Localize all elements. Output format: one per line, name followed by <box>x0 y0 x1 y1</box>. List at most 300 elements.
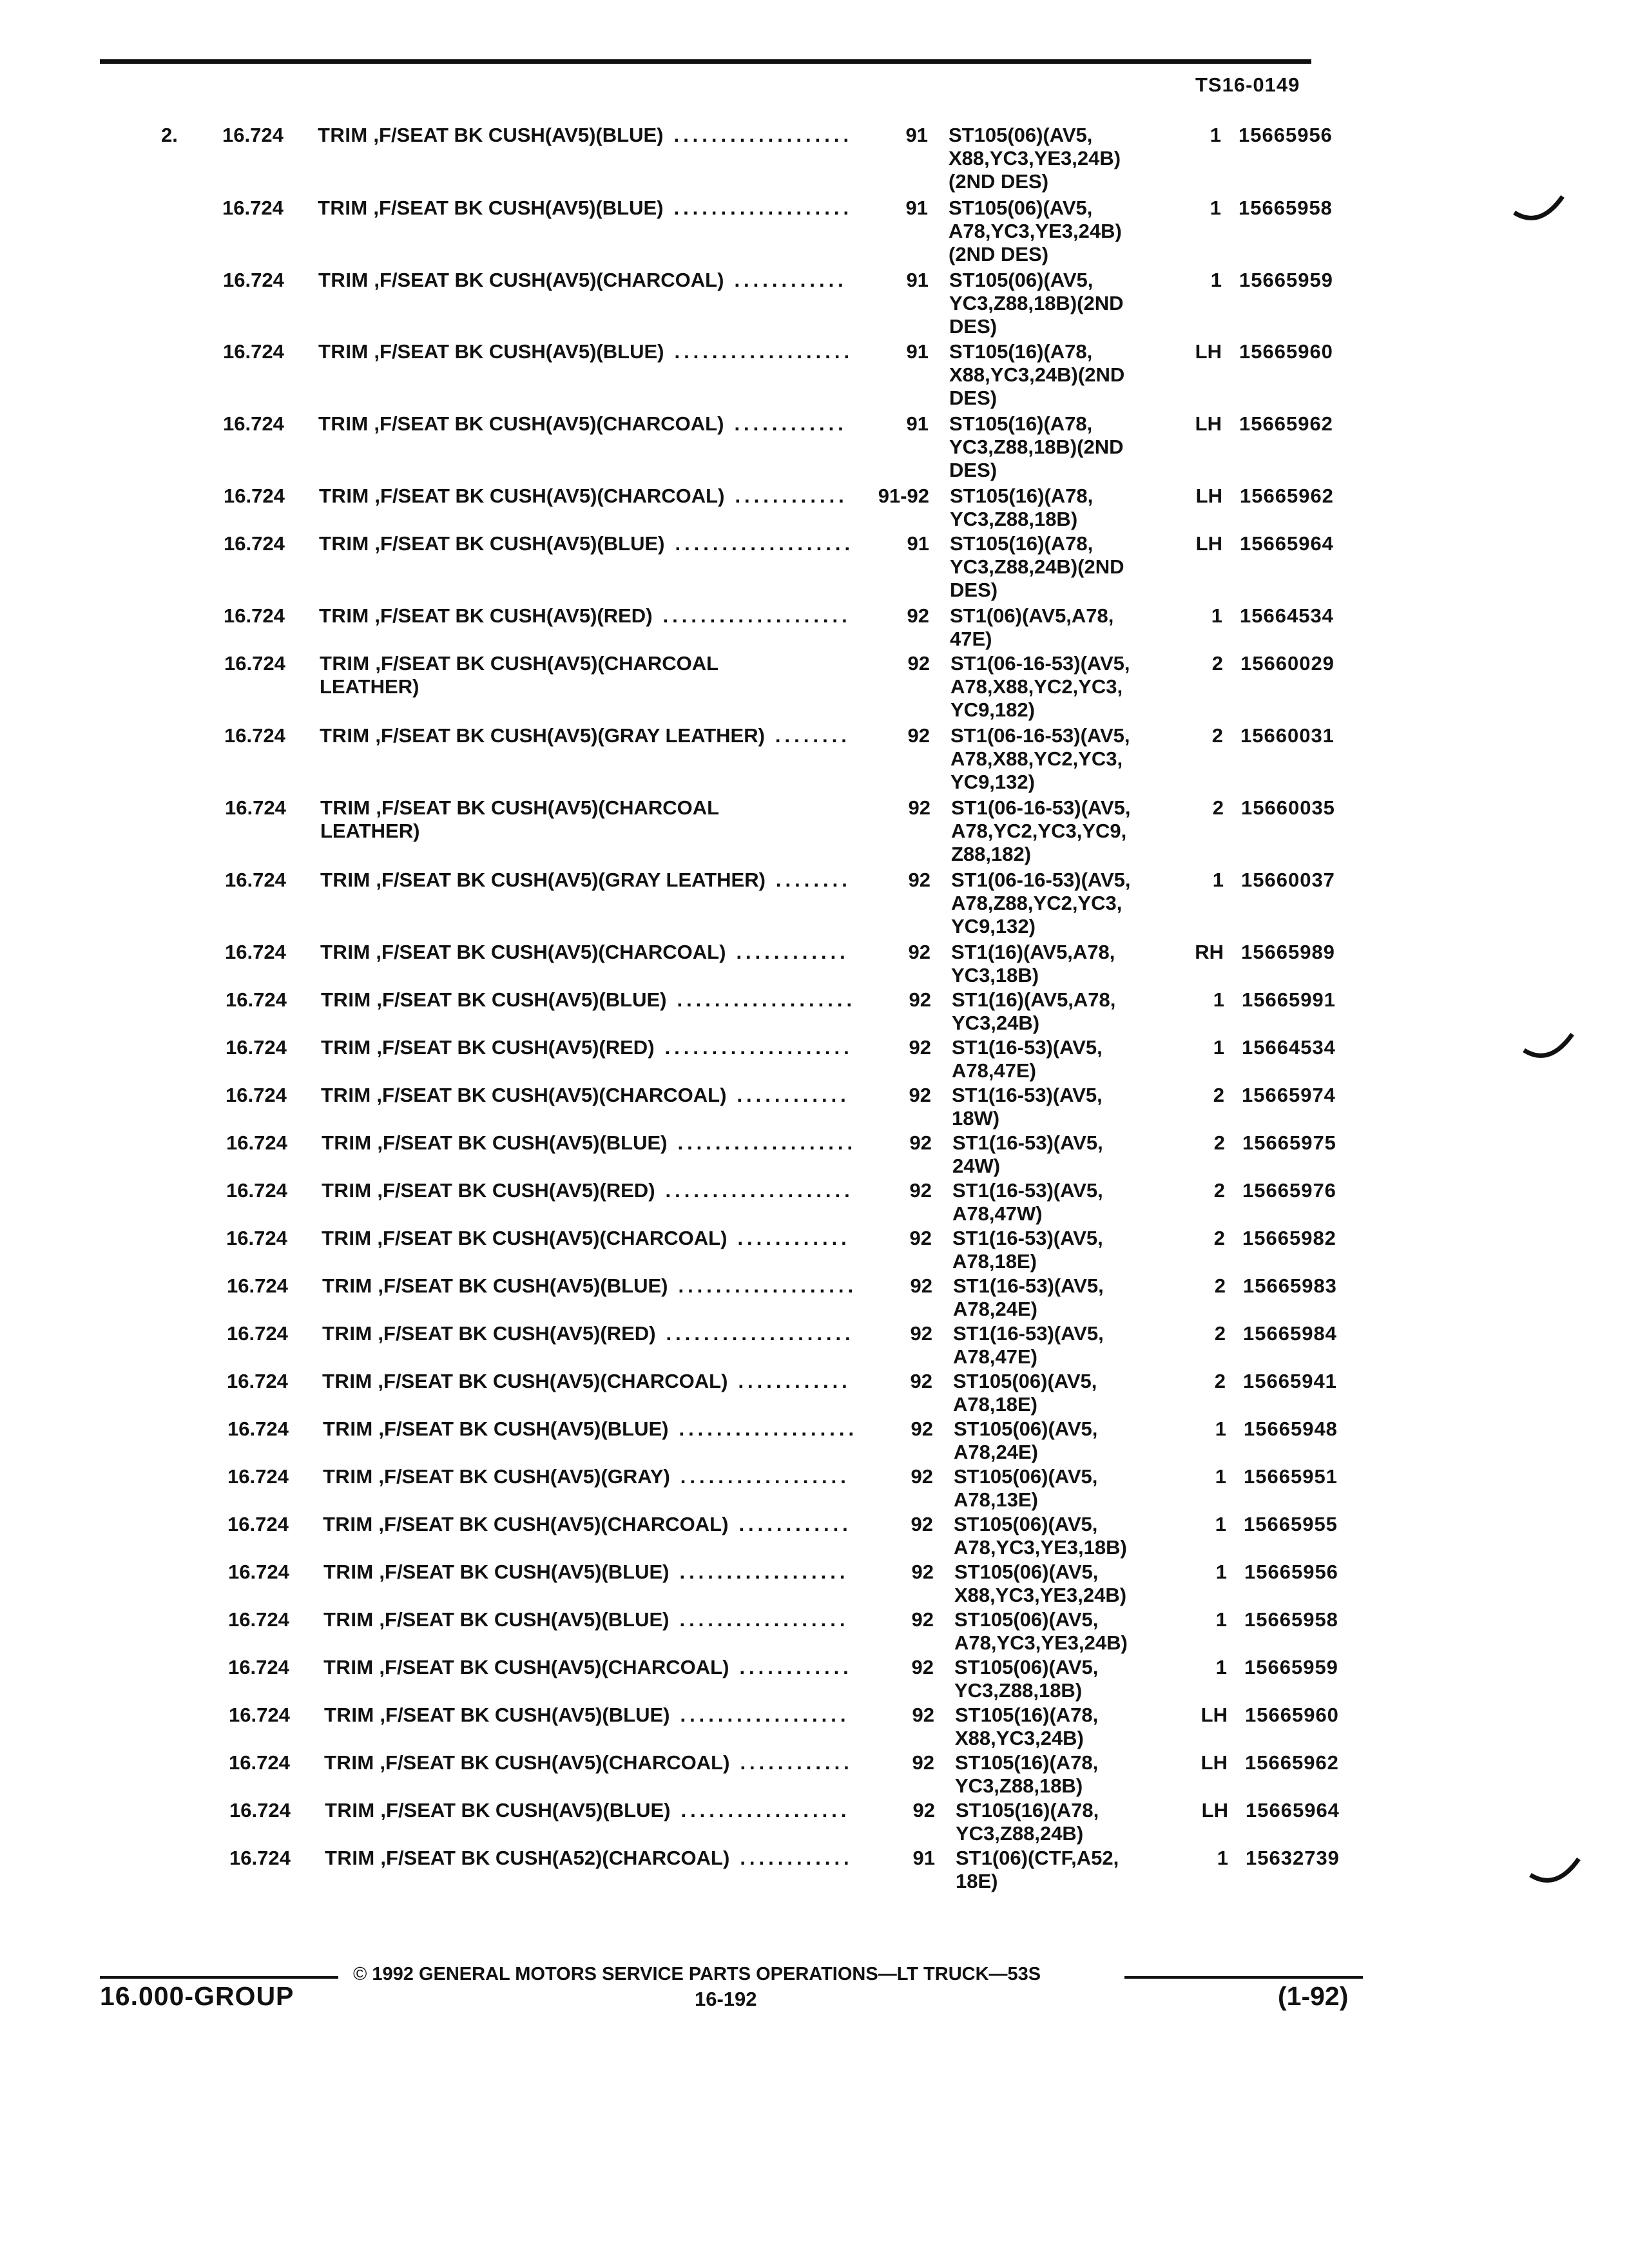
part-name: TRIM <box>322 1179 372 1202</box>
part-description <box>320 652 718 698</box>
model-year: 92 <box>911 1656 934 1678</box>
part-desc-text: ,F/SEAT BK CUSH(A52)(CHARCOAL) <box>380 1847 730 1869</box>
part-number: 15665984 <box>1243 1322 1337 1345</box>
quantity: 2 <box>1213 1179 1225 1202</box>
model-year: 92 <box>912 1704 934 1726</box>
ref-number: 16.724 <box>226 1131 287 1154</box>
model-codes: ST1(16-53)(AV5, A78,24E) <box>953 1274 1104 1320</box>
quantity: LH <box>1201 1799 1228 1821</box>
part-name: TRIM <box>323 1418 373 1440</box>
part-name: TRIM <box>319 485 369 507</box>
table-row <box>0 269 1629 338</box>
part-description <box>320 796 719 843</box>
model-codes: ST1(06-16-53)(AV5, A78,X88,YC2,YC3, YC9,132) <box>950 724 1130 793</box>
part-description <box>322 1179 655 1202</box>
model-year: 91 <box>907 532 929 555</box>
quantity: 2 <box>1214 1370 1226 1392</box>
part-desc-text: ,F/SEAT BK CUSH(AV5)(GRAY) <box>378 1465 670 1488</box>
model-year: 92 <box>909 1131 932 1154</box>
page-code: TS16-0149 <box>1195 73 1300 96</box>
part-number: 15665964 <box>1240 532 1334 555</box>
quantity: 2 <box>1213 1131 1225 1154</box>
part-desc-text: ,F/SEAT BK CUSH(AV5)(CHARCOAL) <box>378 1513 729 1535</box>
quantity: 1 <box>1217 1847 1228 1869</box>
part-name: TRIM <box>321 988 371 1011</box>
quantity: 2 <box>1212 796 1224 819</box>
part-name: TRIM <box>322 1370 372 1392</box>
ref-number: 16.724 <box>229 1847 291 1869</box>
model-year: 92 <box>911 1561 934 1583</box>
ref-number: 16.724 <box>226 1227 287 1249</box>
part-description <box>319 604 653 628</box>
table-row <box>0 796 1629 865</box>
part-number: 15664534 <box>1240 604 1334 627</box>
model-codes: ST105(06)(AV5, A78,YC3,YE3,24B) (2ND DES) <box>949 197 1122 265</box>
part-desc-text: ,F/SEAT BK CUSH(AV5)(BLUE) <box>380 1704 670 1726</box>
model-year: 92 <box>908 941 930 963</box>
part-name: TRIM <box>323 1608 374 1631</box>
ref-number: 16.724 <box>227 1274 288 1297</box>
leader-dots: .................... <box>662 604 851 627</box>
part-name: TRIM <box>320 941 371 963</box>
part-name: TRIM <box>319 604 369 627</box>
model-codes: ST1(16-53)(AV5, A78,47E) <box>952 1036 1103 1082</box>
table-row <box>0 124 1629 193</box>
part-number: 15665989 <box>1241 941 1335 963</box>
copyright-line <box>353 1964 1041 1985</box>
part-number: 15665959 <box>1239 269 1333 291</box>
model-year: 91 <box>912 1847 935 1869</box>
leader-dots: .................... <box>666 1322 854 1345</box>
model-codes: ST105(06)(AV5, A78,13E) <box>954 1465 1098 1511</box>
leader-dots: ............ <box>734 269 847 291</box>
part-desc-text: ,F/SEAT BK CUSH(AV5)(RED) <box>378 1322 656 1345</box>
part-desc-text: ,F/SEAT BK CUSH(AV5)(CHARCOAL) <box>379 1656 729 1678</box>
part-name: TRIM <box>318 124 368 146</box>
model-codes: ST1(16-53)(AV5, A78,47E) <box>953 1322 1104 1368</box>
item-number: 2. <box>161 124 178 146</box>
part-number: 15665958 <box>1244 1608 1338 1631</box>
model-codes: ST1(16-53)(AV5, 24W) <box>952 1131 1103 1177</box>
quantity: 2 <box>1213 1227 1225 1249</box>
part-number: 15665958 <box>1239 197 1333 219</box>
part-name: TRIM <box>323 1561 374 1583</box>
model-year: 92 <box>910 1370 932 1392</box>
quantity: 1 <box>1215 1656 1227 1678</box>
model-year: 92 <box>910 1322 932 1345</box>
table-row <box>0 197 1629 265</box>
model-year: 92 <box>912 1799 935 1821</box>
part-desc-text: ,F/SEAT BK CUSH(AV5)(BLUE) <box>374 340 664 363</box>
model-codes: ST1(16)(AV5,A78, YC3,18B) <box>951 941 1115 986</box>
part-number: 15665955 <box>1244 1513 1338 1535</box>
quantity: LH <box>1195 485 1222 507</box>
ref-number: 16.724 <box>226 1179 287 1202</box>
ref-number: 16.724 <box>227 1370 288 1392</box>
part-number: 15665960 <box>1245 1704 1339 1726</box>
model-codes: ST105(06)(AV5, A78,YC3,YE3,18B) <box>954 1513 1127 1559</box>
quantity: LH <box>1200 1751 1228 1774</box>
part-description <box>323 1465 670 1488</box>
model-year: 92 <box>909 1036 931 1059</box>
part-description <box>319 532 664 555</box>
part-desc-text: ,F/SEAT BK CUSH(AV5)(RED) <box>376 1036 655 1059</box>
ref-number: 16.724 <box>222 124 284 146</box>
model-year: 92 <box>907 652 930 675</box>
table-row <box>0 869 1629 937</box>
quantity: 1 <box>1210 197 1221 219</box>
ref-number: 16.724 <box>223 412 284 435</box>
table-row <box>0 532 1629 601</box>
table-row <box>0 340 1629 409</box>
part-description <box>322 1370 728 1393</box>
part-name: TRIM <box>320 652 370 675</box>
part-description <box>318 269 724 292</box>
quantity: LH <box>1195 340 1222 363</box>
part-number: 15665960 <box>1239 340 1333 363</box>
model-year: 92 <box>911 1418 933 1440</box>
part-description <box>321 1036 655 1059</box>
ref-number: 16.724 <box>223 269 284 291</box>
quantity: 1 <box>1215 1418 1226 1440</box>
part-name: TRIM <box>322 1227 372 1249</box>
part-name: TRIM <box>320 869 371 891</box>
leader-dots: .................. <box>679 1608 849 1631</box>
part-description <box>323 1418 668 1441</box>
leader-dots: .................. <box>679 1561 849 1583</box>
ref-number: 16.724 <box>224 532 285 555</box>
model-year: 91 <box>906 412 929 435</box>
part-desc-text: ,F/SEAT BK CUSH(AV5)(CHARCOAL) <box>374 485 725 507</box>
leader-dots: ............ <box>740 1847 853 1869</box>
margin-mark <box>1511 193 1569 232</box>
ref-number: 16.724 <box>224 724 285 747</box>
model-year: 92 <box>909 1084 931 1106</box>
part-number: 15660029 <box>1240 652 1335 675</box>
part-description <box>320 869 766 892</box>
model-year: 91-92 <box>878 485 929 507</box>
part-number: 15665959 <box>1244 1656 1338 1678</box>
part-desc-text: ,F/SEAT BK CUSH(AV5)(CHARCOAL) <box>374 269 724 291</box>
quantity: 1 <box>1210 124 1221 146</box>
part-name: TRIM <box>323 1465 373 1488</box>
part-description <box>323 1561 669 1584</box>
ref-number: 16.724 <box>229 1704 290 1726</box>
part-name: TRIM <box>318 197 368 219</box>
part-name: TRIM <box>323 1513 373 1535</box>
part-number: 15665974 <box>1242 1084 1336 1106</box>
group-label: 16.000-GROUP <box>100 1981 294 2011</box>
quantity: 1 <box>1211 604 1222 627</box>
ref-number: 16.724 <box>225 869 286 891</box>
model-codes: ST105(06)(AV5, YC3,Z88,18B) <box>954 1656 1099 1702</box>
model-year: 92 <box>911 1465 933 1488</box>
model-year: 92 <box>907 724 930 747</box>
part-description <box>322 1274 668 1298</box>
part-description <box>322 1227 727 1250</box>
part-name: TRIM <box>322 1274 372 1297</box>
quantity: 2 <box>1211 652 1223 675</box>
quantity: 1 <box>1213 1036 1224 1059</box>
part-description <box>318 197 663 220</box>
ref-number: 16.724 <box>226 1084 287 1106</box>
quantity: LH <box>1195 532 1222 555</box>
model-codes: ST105(06)(AV5, X88,YC3,YE3,24B) <box>954 1561 1127 1606</box>
ref-number: 16.724 <box>224 485 285 507</box>
leader-dots: ............ <box>734 412 847 435</box>
model-year: 92 <box>909 1227 932 1249</box>
quantity: RH <box>1195 941 1224 963</box>
part-name: TRIM <box>325 1799 375 1821</box>
part-description <box>320 724 765 747</box>
part-name: TRIM <box>325 1847 375 1869</box>
part-number: 15632739 <box>1246 1847 1340 1869</box>
part-desc-text: ,F/SEAT BK CUSH(AV5)(BLUE) <box>377 1131 668 1154</box>
model-codes: ST105(06)(AV5, A78,YC3,YE3,24B) <box>954 1608 1128 1654</box>
part-desc-text: ,F/SEAT BK CUSH(AV5)(BLUE) <box>378 1418 669 1440</box>
part-desc-text: ,F/SEAT BK CUSH(AV5)(BLUE) <box>374 532 665 555</box>
leader-dots: ............ <box>737 1227 851 1249</box>
part-desc-text: ,F/SEAT BK CUSH(AV5)(BLUE) <box>380 1799 671 1821</box>
part-name: TRIM <box>321 1036 371 1059</box>
leader-dots: ............ <box>740 1751 853 1774</box>
model-codes: ST105(06)(AV5, A78,18E) <box>953 1370 1097 1416</box>
model-codes: ST105(16)(A78, YC3,Z88,24B)(2ND DES) <box>950 532 1124 601</box>
model-year: 92 <box>911 1608 934 1631</box>
quantity: 1 <box>1213 988 1224 1011</box>
model-codes: ST1(16)(AV5,A78, YC3,24B) <box>952 988 1116 1034</box>
part-name: TRIM <box>321 1084 371 1106</box>
model-year: 92 <box>907 604 929 627</box>
part-desc-text: ,F/SEAT BK CUSH(AV5)(GRAY LEATHER) <box>375 724 765 747</box>
part-name: TRIM <box>324 1704 374 1726</box>
footer-rule-right <box>1124 1976 1363 1979</box>
quantity: 2 <box>1214 1274 1226 1297</box>
ref-number: 16.724 <box>226 988 287 1011</box>
part-description <box>325 1799 670 1822</box>
model-year: 91 <box>905 197 928 219</box>
part-number: 15665991 <box>1242 988 1336 1011</box>
part-description <box>321 1084 726 1107</box>
leader-dots: ................... <box>677 988 856 1011</box>
quantity: 1 <box>1210 269 1222 291</box>
leader-dots: ............ <box>738 1370 851 1392</box>
part-description <box>319 485 724 508</box>
part-name: TRIM <box>318 412 369 435</box>
part-name: TRIM <box>319 532 369 555</box>
leader-dots: ............ <box>737 1084 850 1106</box>
part-desc-text: ,F/SEAT BK CUSH(AV5)(BLUE) <box>373 197 664 219</box>
model-year: 92 <box>912 1751 934 1774</box>
margin-mark <box>1527 1856 1585 1894</box>
model-codes: ST1(06-16-53)(AV5, A78,YC2,YC3,YC9, Z88,182) <box>951 796 1131 865</box>
quantity: LH <box>1195 412 1222 435</box>
leader-dots: ................... <box>674 340 854 363</box>
leader-dots: ................... <box>677 1131 857 1154</box>
ref-number: 16.724 <box>224 604 285 627</box>
page-number: 16-192 <box>695 1988 757 2010</box>
quantity: 2 <box>1213 1084 1224 1106</box>
ref-number: 16.724 <box>224 652 285 675</box>
leader-dots: .................... <box>664 1036 853 1059</box>
part-name: TRIM <box>320 724 370 747</box>
model-codes: ST105(16)(A78, YC3,Z88,18B)(2ND DES) <box>949 412 1124 481</box>
part-number: 15665962 <box>1240 485 1334 507</box>
model-codes: ST105(06)(AV5, X88,YC3,YE3,24B) (2ND DES) <box>949 124 1121 193</box>
ref-number: 16.724 <box>226 1036 287 1059</box>
margin-mark <box>1521 1031 1579 1070</box>
part-number: 15665948 <box>1244 1418 1338 1440</box>
part-name: TRIM <box>324 1751 374 1774</box>
model-year: 92 <box>909 988 931 1011</box>
quantity: 1 <box>1212 869 1224 891</box>
part-description <box>323 1656 729 1679</box>
leader-dots: ........ <box>775 869 851 891</box>
quantity: 1 <box>1215 1465 1226 1488</box>
part-desc-text: ,F/SEAT BK CUSH(AV5)(CHARCOAL) <box>380 1751 730 1774</box>
ref-number: 16.724 <box>225 941 286 963</box>
ref-number: 16.724 <box>227 1513 289 1535</box>
leader-dots: ................... <box>679 1418 858 1440</box>
part-number: 15665962 <box>1245 1751 1339 1774</box>
ref-number: 16.724 <box>227 1418 289 1440</box>
part-description <box>325 1847 729 1870</box>
quantity: 2 <box>1211 724 1223 747</box>
model-year: 92 <box>908 869 930 891</box>
part-desc-text: ,F/SEAT BK CUSH(AV5)(BLUE) <box>378 1274 668 1297</box>
quantity: LH <box>1200 1704 1228 1726</box>
ref-number: 16.724 <box>227 1465 289 1488</box>
footer-rule-left <box>100 1976 338 1979</box>
part-description <box>318 124 663 147</box>
part-number: 15665976 <box>1242 1179 1336 1202</box>
quantity: 1 <box>1215 1561 1227 1583</box>
model-year: 92 <box>908 796 930 819</box>
part-description <box>318 340 664 363</box>
model-codes: ST1(16-53)(AV5, A78,47W) <box>952 1179 1103 1225</box>
leader-dots: ............ <box>735 485 848 507</box>
part-desc-text: ,F/SEAT BK CUSH(AV5)(BLUE) <box>373 124 664 146</box>
model-codes: ST105(16)(A78, X88,YC3,24B) <box>955 1704 1099 1749</box>
part-number: 15665964 <box>1246 1799 1340 1821</box>
leader-dots: ............ <box>738 1513 852 1535</box>
part-description <box>322 1131 667 1155</box>
part-description <box>320 941 726 964</box>
ref-number: 16.724 <box>228 1561 289 1583</box>
model-codes: ST105(16)(A78, YC3,Z88,18B) <box>950 485 1094 530</box>
top-rule <box>100 59 1311 64</box>
part-number: 15665983 <box>1243 1274 1337 1297</box>
part-name: TRIM <box>320 796 371 819</box>
part-number: 15664534 <box>1242 1036 1336 1059</box>
leader-dots: ............ <box>739 1656 853 1678</box>
part-number: 15665941 <box>1243 1370 1337 1392</box>
model-codes: ST1(06)(CTF,A52, 18E) <box>956 1847 1119 1892</box>
part-desc-text: ,F/SEAT BK CUSH(AV5)(BLUE) <box>379 1608 670 1631</box>
model-codes: ST105(16)(A78, YC3,Z88,18B) <box>955 1751 1099 1797</box>
model-codes: ST105(06)(AV5, YC3,Z88,18B)(2ND DES) <box>949 269 1124 338</box>
model-codes: ST105(16)(A78, X88,YC3,24B)(2ND DES) <box>949 340 1125 409</box>
table-row <box>0 652 1629 721</box>
part-description <box>322 1322 656 1345</box>
model-codes: ST1(06-16-53)(AV5, A78,X88,YC2,YC3, YC9,182) <box>950 652 1130 721</box>
ref-number: 16.724 <box>227 1322 288 1345</box>
copyright-text: 1992 GENERAL MOTORS SERVICE PARTS OPERATIONS—LT TRUCK—53S <box>372 1964 1041 1984</box>
part-desc-text: ,F/SEAT BK CUSH(AV5)(GRAY LEATHER) <box>376 869 766 891</box>
leader-dots: ........ <box>775 724 851 747</box>
part-desc-text: ,F/SEAT BK CUSH(AV5)(RED) <box>377 1179 655 1202</box>
leader-dots: .................. <box>680 1704 850 1726</box>
part-desc-text: ,F/SEAT BK CUSH(AV5)(BLUE) <box>376 988 667 1011</box>
part-name: TRIM <box>318 269 369 291</box>
table-row <box>0 412 1629 481</box>
revision-date: (1-92) <box>1278 1981 1349 2011</box>
part-description <box>324 1704 670 1727</box>
leader-dots: .................. <box>680 1799 851 1821</box>
model-year: 92 <box>909 1179 932 1202</box>
leader-dots: ................... <box>673 124 853 146</box>
ref-number: 16.724 <box>223 340 284 363</box>
part-name: TRIM <box>322 1131 372 1154</box>
ref-number: 16.724 <box>228 1656 289 1678</box>
part-name: TRIM <box>322 1322 372 1345</box>
leader-dots: ................... <box>678 1274 858 1297</box>
leader-dots: ................... <box>675 532 854 555</box>
table-row <box>0 724 1629 793</box>
part-number: 15660031 <box>1240 724 1335 747</box>
part-desc-text: ,F/SEAT BK CUSH(AV5)(CHARCOAL) <box>377 1227 728 1249</box>
model-year: 92 <box>911 1513 933 1535</box>
part-number: 15665962 <box>1239 412 1333 435</box>
part-number: 15665956 <box>1244 1561 1338 1583</box>
part-desc-text: ,F/SEAT BK CUSH(AV5)(CHARCOAL) <box>374 412 724 435</box>
part-number: 15660037 <box>1241 869 1335 891</box>
part-desc-text: ,F/SEAT BK CUSH(AV5)(BLUE) <box>379 1561 670 1583</box>
quantity: 1 <box>1215 1608 1227 1631</box>
model-codes: ST1(06-16-53)(AV5, A78,Z88,YC2,YC3, YC9,132) <box>951 869 1131 937</box>
model-codes: ST105(16)(A78, YC3,Z88,24B) <box>956 1799 1099 1845</box>
leader-dots: .................... <box>665 1179 854 1202</box>
model-codes: ST1(16-53)(AV5, A78,18E) <box>952 1227 1103 1273</box>
ref-number: 16.724 <box>229 1799 291 1821</box>
ref-number: 16.724 <box>229 1751 290 1774</box>
model-year: 91 <box>906 269 929 291</box>
quantity: 2 <box>1214 1322 1226 1345</box>
model-codes: ST1(16-53)(AV5, 18W) <box>952 1084 1103 1129</box>
part-number: 15660035 <box>1241 796 1335 819</box>
ref-number: 16.724 <box>222 197 284 219</box>
part-desc-text: ,F/SEAT BK CUSH(AV5)(CHARCOAL LEATHER) <box>320 796 720 842</box>
model-year: 91 <box>906 340 929 363</box>
ref-number: 16.724 <box>228 1608 289 1631</box>
leader-dots: ............ <box>736 941 849 963</box>
part-desc-text: ,F/SEAT BK CUSH(AV5)(CHARCOAL) <box>376 1084 727 1106</box>
part-number: 15665975 <box>1242 1131 1336 1154</box>
part-desc-text: ,F/SEAT BK CUSH(AV5)(RED) <box>374 604 653 627</box>
part-desc-text: ,F/SEAT BK CUSH(AV5)(CHARCOAL LEATHER) <box>320 652 719 698</box>
part-desc-text: ,F/SEAT BK CUSH(AV5)(CHARCOAL) <box>376 941 726 963</box>
table-row <box>0 1847 1629 1911</box>
leader-dots: ................... <box>673 197 853 219</box>
part-description <box>324 1751 729 1774</box>
part-name: TRIM <box>318 340 369 363</box>
part-number: 15665982 <box>1242 1227 1336 1249</box>
ref-number: 16.724 <box>225 796 286 819</box>
part-desc-text: ,F/SEAT BK CUSH(AV5)(CHARCOAL) <box>378 1370 728 1392</box>
part-description <box>321 988 666 1012</box>
part-number: 15665956 <box>1239 124 1333 146</box>
model-codes: ST1(06)(AV5,A78, 47E) <box>950 604 1114 650</box>
